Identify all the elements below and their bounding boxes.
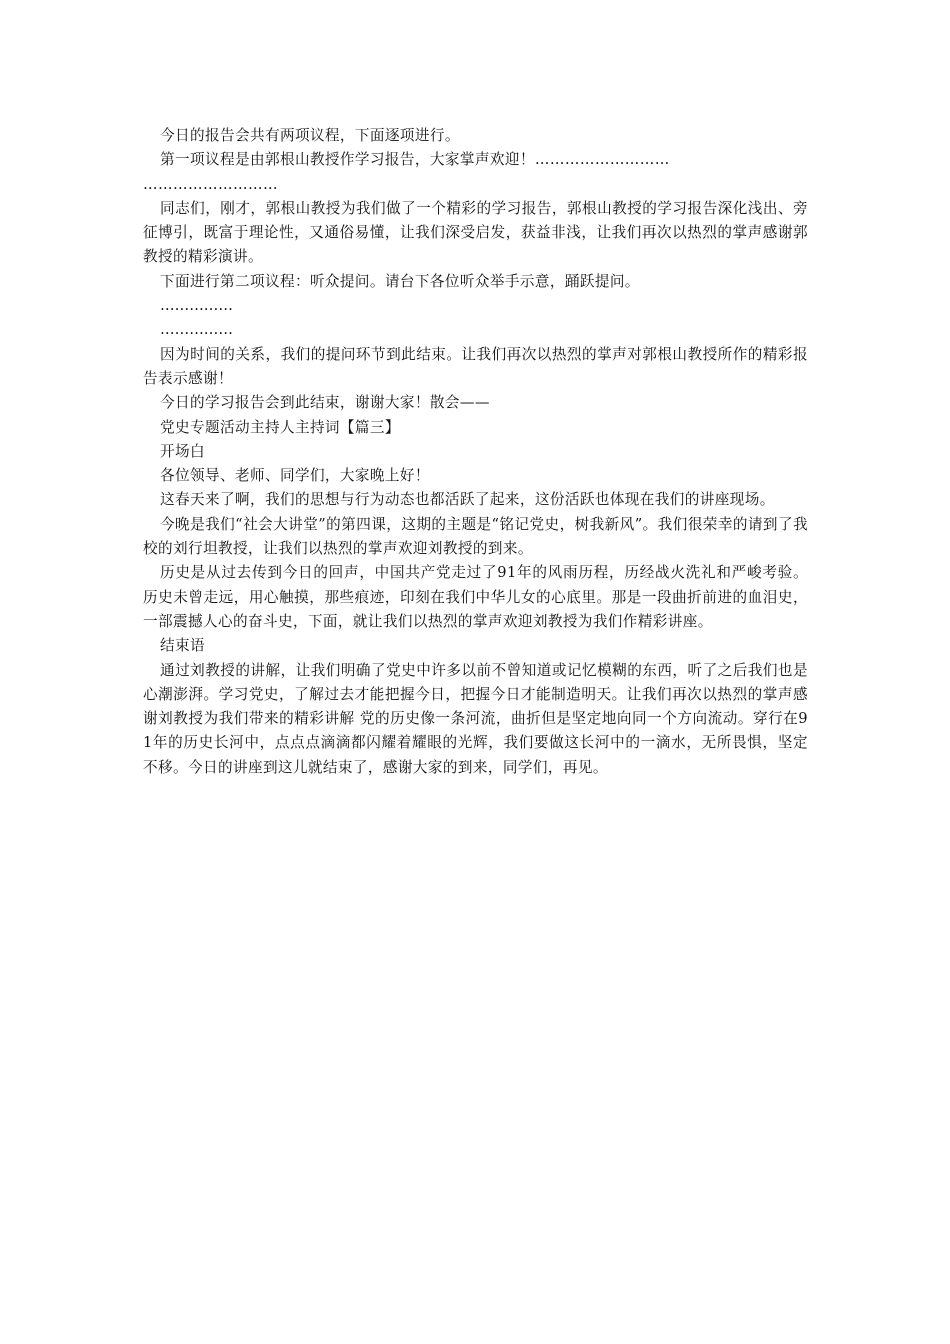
heading-opening: 开场白 [160, 442, 205, 460]
paragraph-first-item: 第一项议程是由郭根山教授作学习报告，大家掌声欢迎！……………………… [160, 151, 670, 169]
paragraph-dots-2: …………… [160, 297, 233, 315]
paragraph-closing: 通过刘教授的讲解，让我们明确了党史中许多以前不曾知道或记忆模糊的东西，听了之后我们也是心潮澎湃。学习党史，了解过去才能把握今日，把握今日才能制造明天。让我们再次以热烈的掌声感谢刘教授为我们带来的精彩讲解 党的历史像一条河流，曲折但是坚定地向同一个方向流动。穿行在91年的历史长河中，点点点滴滴都闪耀着耀眼的光辉，我们要做这长河中的一滴水，无所畏惧，坚定不移。今日的讲座到这儿就结束了，感谢大家的到来，同学们，再见。 [143, 661, 808, 776]
document-body [143, 124, 808, 780]
paragraph-thanks-guo: 同志们，刚才，郭根山教授为我们做了一个精彩的学习报告，郭根山教授的学习报告深化浅出、旁征博引，既富于理论性，又通俗易懂，让我们深受启发，获益非浅，让我们再次以热烈的掌声感谢郭教授的精彩演讲。 [143, 199, 808, 266]
paragraph-spring: 这春天来了啊，我们的思想与行为动态也都活跃了起来，这份活跃也体现在我们的讲座现场。 [160, 491, 775, 509]
paragraph-tonight: 今晚是我们“社会大讲堂”的第四课，这期的主题是“铭记党史，树我新风”。我们很荣幸的请到了我校的刘行坦教授，让我们以热烈的掌声欢迎刘教授的到来。 [143, 515, 808, 558]
heading-closing: 结束语 [160, 637, 205, 655]
paragraph-agenda-intro: 今日的报告会共有两项议程，下面逐项进行。 [160, 127, 460, 144]
paragraph-dots-1: ……………………… [143, 175, 278, 193]
paragraph-second-item: 下面进行第二项议程：听众提问。请台下各位听众举手示意，踊跃提问。 [160, 272, 640, 290]
paragraph-dots-3: …………… [160, 321, 233, 339]
section-heading-part-three: 党史专题活动主持人主持词【篇三】 [160, 418, 400, 436]
paragraph-greeting: 各位领导、老师、同学们，大家晚上好！ [160, 467, 430, 485]
paragraph-history: 历史是从过去传到今日的回声，中国共产党走过了91年的风雨历程，历经战火洗礼和严峻考验。历史未曾走远，用心触摸，那些痕迹，印刻在我们中华儿女的心底里。那是一段曲折前进的血泪史，一部震撼人心的奋斗史，下面，就让我们以热烈的掌声欢迎刘教授为我们作精彩讲座。 [143, 564, 808, 630]
paragraph-qa-end: 因为时间的关系，我们的提问环节到此结束。让我们再次以热烈的掌声对郭根山教授所作的精彩报告表示感谢！ [143, 345, 808, 387]
paragraph-meeting-end: 今日的学习报告会到此结束，谢谢大家！散会—— [160, 394, 490, 412]
